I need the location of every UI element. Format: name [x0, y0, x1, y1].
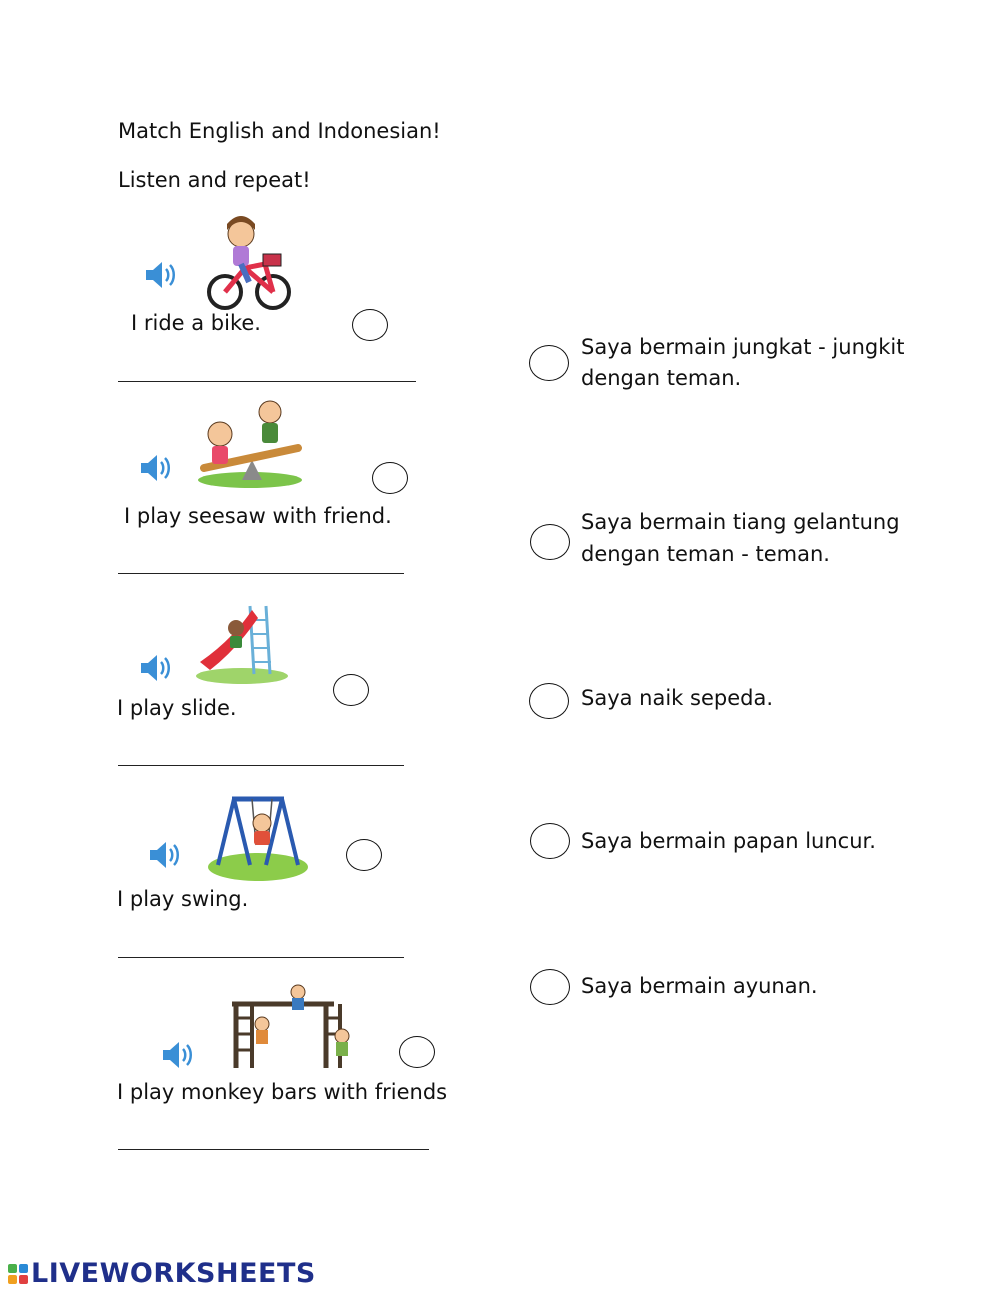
match-point[interactable]	[346, 839, 382, 871]
answer-line[interactable]	[118, 1149, 429, 1150]
logo-blocks-icon	[8, 1264, 28, 1284]
indonesian-sentence: Saya bermain tiang gelantung	[581, 510, 900, 534]
match-point[interactable]	[372, 462, 408, 494]
match-point[interactable]	[530, 969, 570, 1005]
match-point[interactable]	[529, 683, 569, 719]
logo-text: LIVEWORKSHEETS	[31, 1258, 316, 1289]
answer-line[interactable]	[118, 765, 404, 766]
instruction-listen: Listen and repeat!	[118, 168, 311, 192]
english-sentence: I play monkey bars with friends	[117, 1080, 448, 1104]
match-point[interactable]	[529, 345, 569, 381]
english-sentence: I play seesaw with friend.	[124, 504, 392, 528]
liveworksheets-logo	[8, 1258, 316, 1289]
indonesian-sentence: Saya naik sepeda.	[581, 686, 774, 710]
answer-line[interactable]	[118, 381, 416, 382]
indonesian-sentence: Saya bermain jungkat - jungkit	[581, 335, 905, 359]
english-sentence: I play slide.	[117, 696, 237, 720]
monkey-bars-illustration	[222, 984, 354, 1076]
speaker-icon[interactable]	[138, 650, 174, 686]
match-point[interactable]	[333, 674, 369, 706]
slide-illustration	[192, 600, 294, 692]
match-point[interactable]	[530, 823, 570, 859]
match-point[interactable]	[352, 309, 388, 341]
answer-line[interactable]	[118, 573, 404, 574]
speaker-icon[interactable]	[138, 450, 174, 486]
answer-line[interactable]	[118, 957, 404, 958]
match-point[interactable]	[399, 1036, 435, 1068]
swing-illustration	[206, 793, 310, 885]
match-point[interactable]	[530, 524, 570, 560]
bike-illustration	[205, 212, 293, 312]
indonesian-sentence: dengan teman.	[581, 366, 742, 390]
indonesian-sentence: Saya bermain ayunan.	[581, 974, 818, 998]
seesaw-illustration	[190, 398, 308, 490]
indonesian-sentence: Saya bermain papan luncur.	[581, 829, 876, 853]
speaker-icon[interactable]	[147, 837, 183, 873]
speaker-icon[interactable]	[160, 1037, 196, 1073]
indonesian-sentence: dengan teman - teman.	[581, 542, 830, 566]
english-sentence: I ride a bike.	[131, 311, 261, 335]
english-sentence: I play swing.	[117, 887, 249, 911]
instruction-match: Match English and Indonesian!	[118, 119, 441, 143]
speaker-icon[interactable]	[143, 257, 179, 293]
